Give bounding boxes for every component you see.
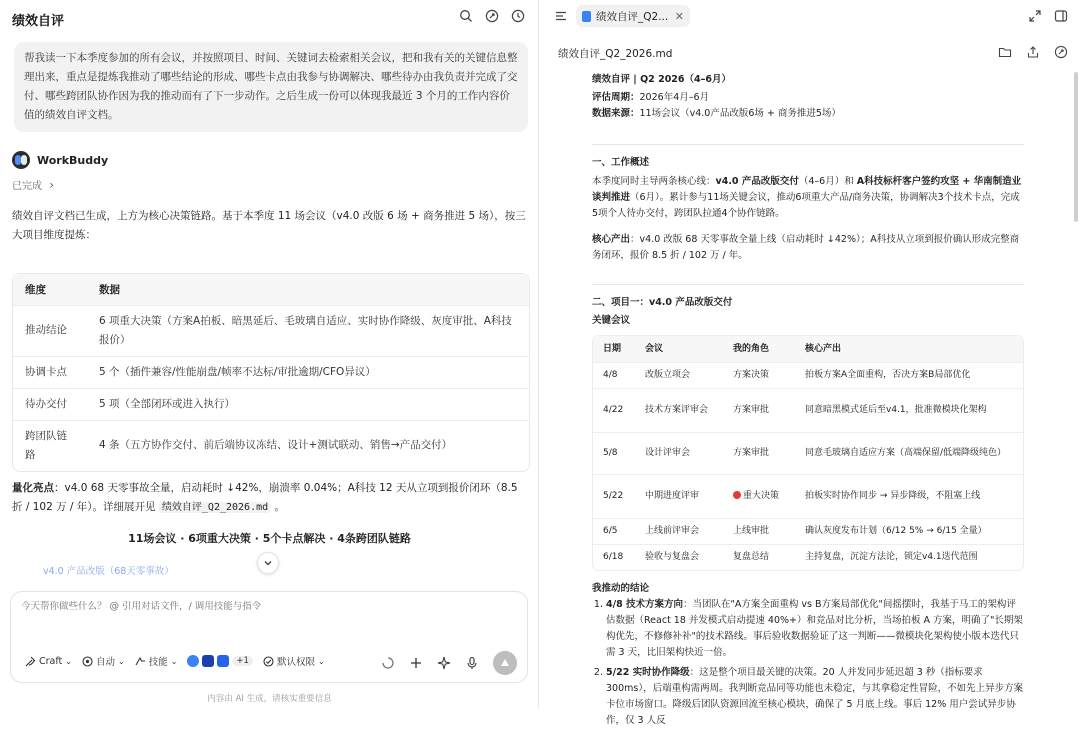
table-cell: 方案决策 — [723, 362, 795, 388]
tab-document[interactable] — [576, 5, 690, 27]
doc-heading: 绩效自评 | Q2 2026（4–6月） — [592, 74, 731, 85]
chevron-down-icon: ⌄ — [65, 656, 72, 666]
add-icon[interactable] — [409, 656, 423, 670]
document-pane — [540, 0, 1080, 726]
table-cell: 待办交付 — [13, 388, 87, 420]
table-cell: 技术方案评审会 — [635, 388, 723, 432]
table-cell — [723, 474, 795, 518]
auto-label: 自动 — [95, 657, 115, 668]
table-row — [593, 518, 1023, 544]
menu-icon[interactable] — [554, 9, 568, 23]
table-cell: 6/5 — [593, 518, 635, 544]
tab-bar — [540, 0, 1080, 32]
markdown-preview[interactable] — [592, 66, 1024, 726]
workbuddy-avatar — [12, 151, 30, 169]
table-cell: 复盘总结 — [723, 544, 795, 570]
text-run: ：当团队在"A方案全面重构 vs B方案局部优化"间摇摆时，我基于马工的架构评估数据（React 18 并发模式启动提速 40%+）和竞品对比分析，当场拍板 A 方案，明确了"长期架构优先，不修修补补"的技术路线。事后验收数据验证了这一判断——微模块化架构使小版本迭代只需 3 天，比旧架构快近一倍。 — [606, 599, 1023, 658]
integration-count-badge: +1 — [232, 656, 253, 666]
divider — [592, 144, 1024, 145]
table-cell: 同意毛玻璃自适应方案（高端保留/低端降级纯色） — [795, 432, 1023, 474]
period-value: 2026年4月–6月 — [639, 92, 710, 103]
period-line — [592, 90, 1024, 106]
history-icon[interactable] — [511, 9, 525, 23]
role-text: 重大决策 — [743, 491, 780, 501]
integrations-group[interactable] — [187, 655, 253, 667]
table-cell: 5/22 — [593, 474, 635, 518]
file-reference[interactable]: 绩效自评_Q2_2026.md — [159, 502, 271, 513]
message-input[interactable] — [21, 601, 501, 612]
table-header: 我的角色 — [723, 336, 795, 362]
subsection-title: 关键会议 — [592, 315, 631, 326]
text-run: 核心产出 — [592, 234, 631, 245]
integration-blue-icon — [187, 655, 199, 667]
table-cell: 确认灰度发布计划（6/12 5% → 6/15 全量） — [795, 518, 1023, 544]
panel-toggle-icon[interactable] — [1054, 9, 1068, 23]
table-cell: 跨团队链路 — [13, 420, 87, 471]
permission-label: 默认权限 — [276, 657, 315, 668]
highlight-paragraph — [12, 479, 530, 517]
composer — [10, 591, 528, 683]
table-cell: 5/8 — [593, 432, 635, 474]
text-run: A科技标杆客户签约攻坚 + 华南制造业谈判推进 — [592, 176, 1022, 203]
close-icon[interactable]: ✕ — [674, 9, 684, 23]
text-run: 5/22 实时协作降级 — [606, 667, 690, 678]
integration-dark-icon — [202, 655, 214, 667]
expand-icon[interactable] — [1028, 9, 1042, 23]
text-run: （6月）。累计参与11场关键会议，推动6项重大产品/商务决策，协调解决3个技术卡点，完成5项个人待办交付，跨团队拉通4个协作链路。 — [592, 192, 1020, 219]
section-title: 二、项目一：v4.0 产品改版交付 — [592, 297, 733, 308]
conclusions-list — [592, 597, 1024, 729]
summary-line: 11场会议 · 6项重大决策 · 5个卡点解决 · 4条跨团队链路 — [128, 532, 411, 545]
table-row — [593, 388, 1023, 432]
table-cell: 中期进度评审 — [635, 474, 723, 518]
bot-name: WorkBuddy — [37, 153, 109, 167]
table-cell: 4 条（五方协作交付、前后端协议冻结、设计+测试联动、销售→产品交付） — [87, 420, 529, 471]
scrollbar[interactable] — [1074, 72, 1078, 222]
auto-model-button[interactable] — [82, 654, 125, 668]
tab-label: 绩效自评_Q2... — [596, 10, 669, 23]
table-cell: 主持复盘，沉淀方法论，锁定v4.1迭代范围 — [795, 544, 1023, 570]
chevron-down-icon: ⌄ — [117, 656, 125, 666]
source-value: 11场会议（v4.0产品改版6场 + 商务推进5场） — [639, 108, 841, 119]
skills-label: 技能 — [148, 657, 168, 668]
craft-mode-button[interactable] — [25, 656, 72, 667]
table-cell: 同意暗黑模式延后至v4.1，批准微模块化架构 — [795, 388, 1023, 432]
period-label: 评估周期： — [592, 92, 640, 103]
integration-cloud-icon — [217, 655, 229, 667]
permission-button[interactable] — [263, 654, 325, 668]
table-cell: 验收与复盘会 — [635, 544, 723, 570]
chat-header — [0, 0, 539, 36]
chevron-right-icon: › — [49, 178, 54, 192]
text-run: 4/8 技术方案方向 — [606, 599, 683, 610]
table-header: 会议 — [635, 336, 723, 362]
dimension-table — [12, 273, 530, 472]
skills-icon — [135, 656, 146, 667]
table-row — [13, 356, 529, 388]
table-cell: 推动结论 — [13, 305, 87, 356]
table-row — [13, 305, 529, 356]
meetings-table — [592, 335, 1024, 571]
table-row — [593, 544, 1023, 570]
sparkle-icon[interactable] — [437, 656, 451, 670]
share-icon[interactable] — [1026, 45, 1040, 59]
folder-icon[interactable] — [998, 45, 1012, 59]
chevron-down-icon: ⌄ — [317, 656, 325, 666]
file-icon — [582, 11, 591, 22]
source-line — [592, 106, 1024, 122]
table-cell: 上线前评审会 — [635, 518, 723, 544]
collapsed-section-link[interactable]: v4.0 产品改版（68天零事故） — [43, 566, 174, 577]
table-cell: 6/18 — [593, 544, 635, 570]
chat-pane — [0, 0, 539, 708]
table-cell: 方案审批 — [723, 388, 795, 432]
overview-paragraph — [592, 174, 1024, 222]
divider — [592, 284, 1024, 285]
chat-title: 绩效自评 — [12, 14, 65, 29]
table-cell: 4/22 — [593, 388, 635, 432]
table-header: 维度 — [13, 274, 87, 305]
table-row — [13, 420, 529, 471]
text-run: ：v4.0 改版 68 天零事故全量上线（启动耗时 ↓42%）；A科技从立项到报价确认形成完整商务闭环，报价 8.5 折 / 102 万 / 年。 — [592, 234, 1020, 261]
craft-icon — [25, 656, 36, 667]
table-row — [593, 474, 1023, 518]
search-icon[interactable] — [459, 9, 473, 23]
table-cell: 5 个（插件兼容/性能崩盘/帧率不达标/审批逾期/CFO异议） — [87, 356, 529, 388]
chevron-down-icon: ⌄ — [170, 656, 178, 666]
bot-header — [12, 151, 108, 169]
chat-messages[interactable] — [0, 36, 539, 588]
check-circle-icon — [263, 656, 274, 667]
status-label: 已完成 — [12, 181, 42, 192]
table-cell: 上线审批 — [723, 518, 795, 544]
chevron-down-icon — [263, 558, 273, 568]
table-cell: 5 项（全部闭环或进入执行） — [87, 388, 529, 420]
text-run: ：这是整个项目最关键的决策。20 人并发同步延迟超 3 秒（指标要求 300ms），后端重构需两周。我判断竞品同等功能也未稳定，与其拿稳定性冒险，不如先上异步方案卡位市场窗口。降级后团队资源回流至核心模块，确保了 5 月底上线。事后 12% 用户尝试异步协作，仅 3 人反 — [606, 667, 1024, 726]
highlight-end: 。 — [271, 501, 285, 513]
loading-icon — [381, 656, 395, 670]
open-external-icon[interactable] — [1054, 45, 1068, 59]
document-filename: 绩效自评_Q2_2026.md — [558, 48, 673, 60]
text-run: v4.0 产品改版交付 — [715, 176, 799, 187]
section-title: 一、工作概述 — [592, 157, 650, 168]
ai-disclaimer: 内容由 AI 生成，请核实重要信息 — [207, 694, 332, 704]
new-chat-icon[interactable] — [485, 9, 499, 23]
craft-label: Craft — [39, 655, 63, 667]
skills-button[interactable] — [135, 654, 178, 668]
bot-intro: 绩效自评文档已生成，上方为核心决策链路。基于本季度 11 场会议（v4.0 改版 6 场 + 商务推进 5 场），按三大项目维度提炼： — [12, 210, 526, 241]
table-header: 日期 — [593, 336, 635, 362]
table-header: 数据 — [87, 274, 529, 305]
table-cell: 方案审批 — [723, 432, 795, 474]
table-cell: 拍板方案A全面重构，否决方案B局部优化 — [795, 362, 1023, 388]
send-button[interactable] — [493, 651, 517, 675]
status-toggle[interactable] — [12, 177, 54, 192]
scroll-down-button[interactable] — [257, 552, 279, 574]
table-cell: 协调卡点 — [13, 356, 87, 388]
text-run: （4–6月）和 — [798, 176, 857, 187]
list-item — [606, 597, 1024, 661]
table-header: 核心产出 — [795, 336, 1023, 362]
table-row — [13, 388, 529, 420]
user-message: 帮我读一下本季度参加的所有会议，并按照项目、时间、关键词去检索相关会议，把和我有关的关键信息整理出来，重点是提炼我推动了哪些结论的形成、哪些卡点由我参与协调解决、哪些待办由我负责并完成了交付、哪些跨团队协作因为我的推动而有了下一步动作。之后生成一份可以体现我最近 3 个月的工作内容价值的绩效自评文档。 — [14, 42, 528, 132]
highlight-label: 量化亮点 — [12, 482, 54, 494]
subsection-title: 我推动的结论 — [592, 583, 650, 594]
microphone-icon[interactable] — [465, 656, 479, 670]
highlight-text: ：v4.0 68 天零事故全量，启动耗时 ↓42%，崩溃率 0.04%；A科技 12 天从立项到报价闭环（8.5 折 / 102 万 / 年）。详细展开见 — [12, 482, 518, 513]
red-circle-icon — [733, 491, 741, 499]
table-row — [593, 362, 1023, 388]
table-cell: 设计评审会 — [635, 432, 723, 474]
text-run: 本季度同时主导两条核心线： — [592, 176, 716, 187]
auto-icon — [82, 656, 93, 667]
table-cell: 6 项重大决策（方案A拍板、暗黑延后、毛玻璃自适应、实时协作降级、灰度审批、A科技报价） — [87, 305, 529, 356]
source-label: 数据来源： — [592, 108, 640, 119]
document-header — [540, 40, 1080, 66]
table-cell: 4/8 — [593, 362, 635, 388]
list-item — [606, 665, 1024, 729]
table-cell: 拍板实时协作同步 → 异步降级，不阻塞上线 — [795, 474, 1023, 518]
arrow-up-icon — [499, 657, 511, 669]
table-row — [593, 432, 1023, 474]
core-output-paragraph — [592, 232, 1024, 264]
table-cell: 改版立项会 — [635, 362, 723, 388]
